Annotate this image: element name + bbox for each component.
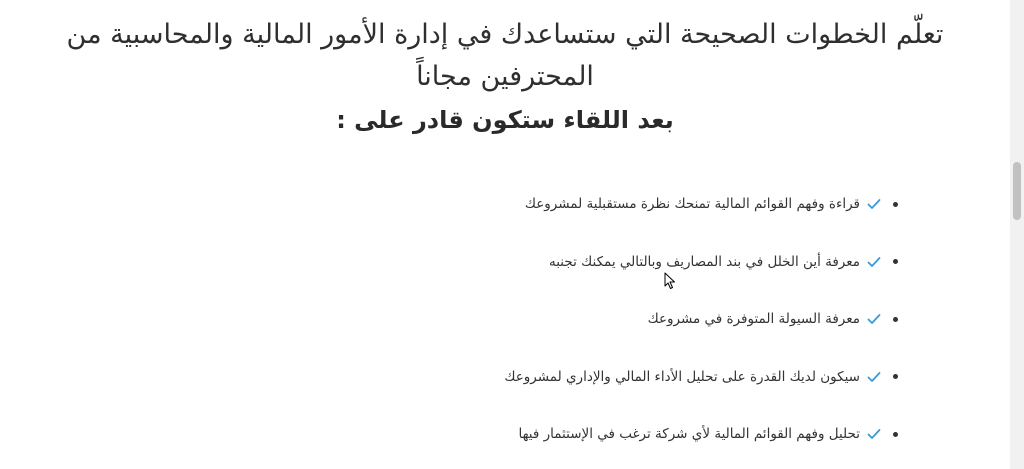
benefit-item	[504, 414, 898, 454]
check-icon	[867, 312, 881, 326]
check-icon	[867, 255, 881, 269]
bullet-dot	[893, 259, 898, 264]
bullet-dot	[893, 317, 898, 322]
check-icon	[867, 427, 881, 441]
scrollbar-thumb[interactable]	[1013, 162, 1021, 220]
benefit-item	[504, 242, 898, 282]
benefit-text: تحليل وفهم القوائم المالية لأي شركة ترغب في الإستثمار فيها	[518, 426, 860, 442]
benefit-text: معرفة أين الخلل في بند المصاريف وبالتالي يمكنك تجنبه	[548, 253, 860, 270]
headline: تعلّم الخطوات الصحيحة التي ستساعدك في إدارة الأمور المالية والمحاسبية من المحترفين مجاناً	[66, 19, 944, 92]
benefit-text: معرفة السيولة المتوفرة في مشروعك	[647, 311, 860, 327]
check-icon	[867, 197, 881, 211]
mouse-pointer-icon	[664, 272, 676, 290]
subhead: بعد اللقاء ستكون قادر على :	[336, 106, 674, 134]
benefit-text: سيكون لديك القدرة على تحليل الأداء المالي والإداري لمشروعك	[504, 368, 860, 385]
bullet-dot	[893, 202, 898, 207]
bullet-dot	[893, 432, 898, 437]
benefit-item	[504, 299, 898, 339]
benefit-item	[504, 184, 898, 224]
benefit-text: قراءة وفهم القوائم المالية تمنحك نظرة مستقبلية لمشروعك	[524, 196, 860, 212]
bullet-dot	[893, 374, 898, 379]
check-icon	[867, 370, 881, 384]
benefits-list	[504, 184, 898, 469]
benefit-item	[504, 357, 898, 397]
vertical-scrollbar[interactable]	[1010, 0, 1024, 469]
